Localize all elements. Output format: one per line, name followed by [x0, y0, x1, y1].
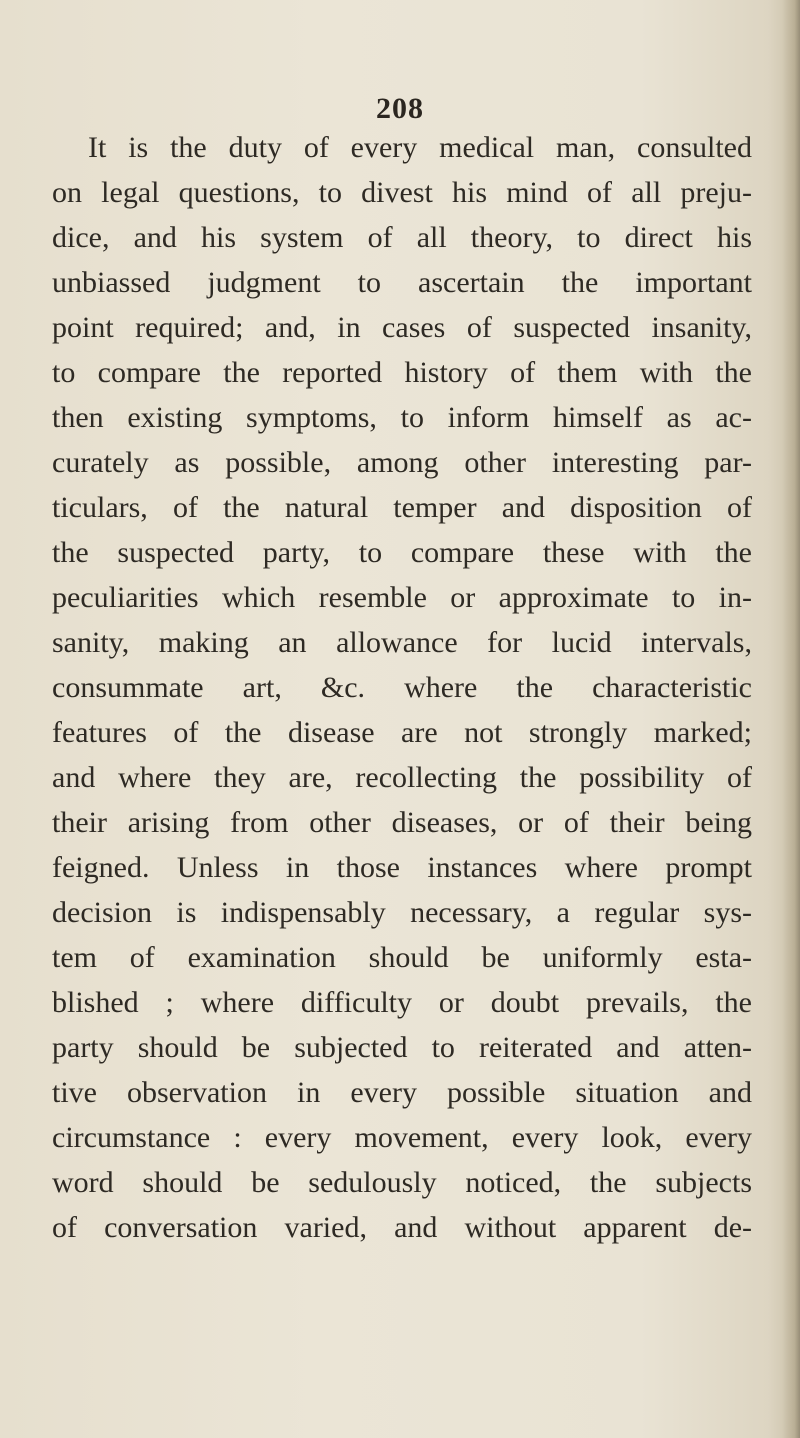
- text-line: peculiarities which resemble or approximate to in-: [52, 581, 752, 614]
- page-edge-shadow: [782, 0, 800, 1438]
- body-paragraph: [52, 125, 752, 1250]
- text-line: curately as possible, among other interesting par-: [52, 446, 752, 479]
- text-line: sanity, making an allowance for lucid intervals,: [52, 626, 752, 659]
- text-line: then existing symptoms, to inform himself as ac-: [52, 401, 752, 434]
- text-line: dice, and his system of all theory, to direct his: [52, 221, 752, 254]
- page-number: 208: [376, 92, 424, 125]
- text-line: the suspected party, to compare these with the: [52, 536, 752, 569]
- text-line: consummate art, &c. where the characteristic: [52, 671, 752, 704]
- text-line: feigned. Unless in those instances where prompt: [52, 851, 752, 884]
- text-line: tive observation in every possible situation and: [52, 1076, 752, 1109]
- text-line: word should be sedulously noticed, the subjects: [52, 1166, 752, 1199]
- text-line: on legal questions, to divest his mind of all preju-: [52, 176, 752, 209]
- text-line: and where they are, recollecting the possibility of: [52, 761, 752, 794]
- text-line: party should be subjected to reiterated and atten-: [52, 1031, 752, 1064]
- text-line: circumstance : every movement, every look, every: [52, 1121, 752, 1154]
- text-line: ticulars, of the natural temper and disposition of: [52, 491, 752, 524]
- text-line: decision is indispensably necessary, a regular sys-: [52, 896, 752, 929]
- text-line: point required; and, in cases of suspected insanity,: [52, 311, 752, 344]
- text-line: of conversation varied, and without apparent de-: [52, 1211, 752, 1244]
- text-line: unbiassed judgment to ascertain the important: [52, 266, 752, 299]
- text-line: It is the duty of every medical man, consulted: [88, 131, 752, 164]
- text-line: features of the disease are not strongly marked;: [52, 716, 752, 749]
- text-line: to compare the reported history of them with the: [52, 356, 752, 389]
- text-line: their arising from other diseases, or of their being: [52, 806, 752, 839]
- text-line: blished ; where difficulty or doubt prevails, the: [52, 986, 752, 1019]
- text-line: tem of examination should be uniformly esta-: [52, 941, 752, 974]
